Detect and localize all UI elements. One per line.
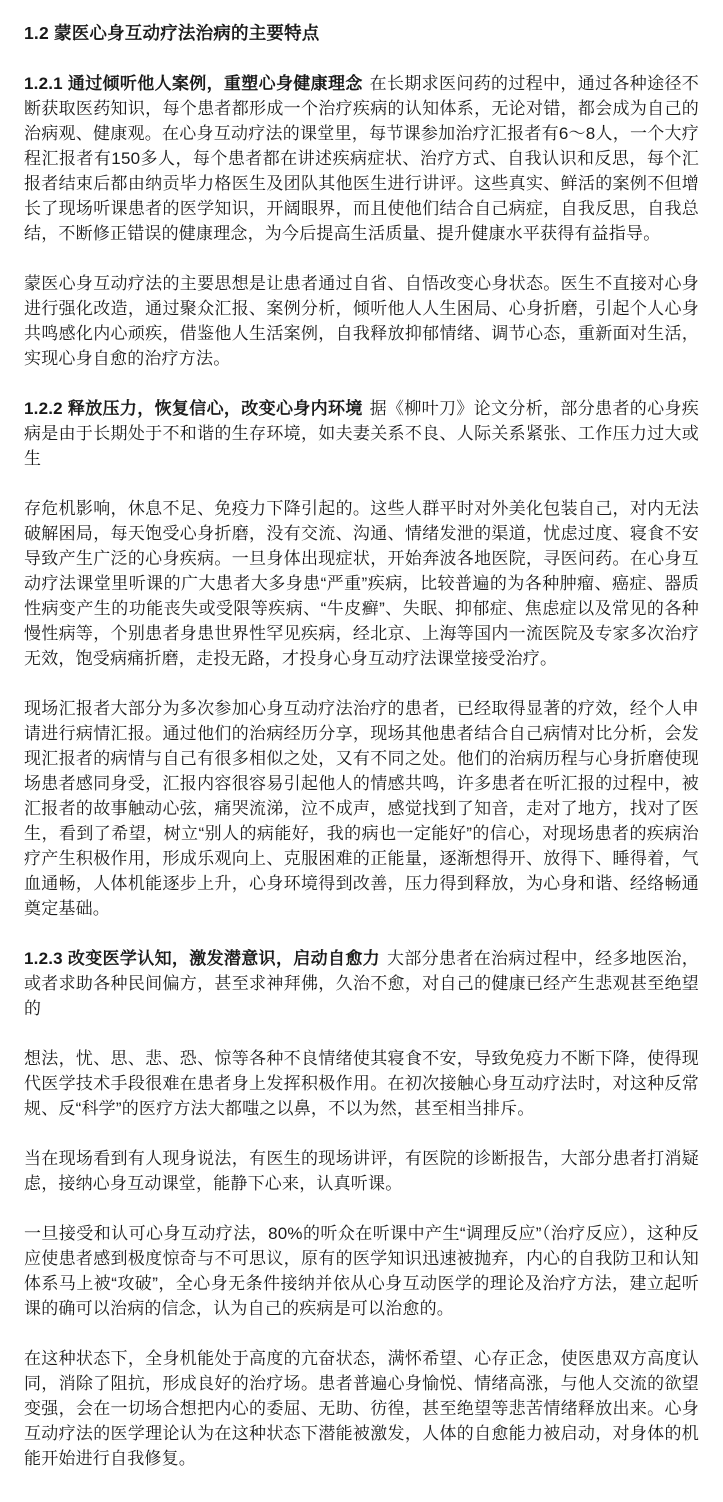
paragraph-text: 现场汇报者大部分为多次参加心身互动疗法治疗的患者，已经取得显著的疗效，经个人申请进行病情汇报。通过他们的治病经历分享，现场其他患者结合自己病情对比分析，会发现汇报者的病情与自己有很多相似之处，又有不同之处。他们的治病历程与心身折磨使现场患者感同身受，汇报内容很容易引起他人的情感共鸣，许多患者在听汇报的过程中，被汇报者的故事触动心弦，痛哭流涕，泣不成声，感觉找到了知音，走对了地方，找对了医生，看到了希望，树立“别人的病能好，我的病也一定能好”的信心，对现场患者的疾病治疗产生积极作用，形成乐观向上、克服困难的正能量，逐渐想得开、放得下、睡得着，气血通畅，人体机能逐步上升，心身环境得到改善，压力得到释放，为心身和谐、经络畅通奠定基础。	[24, 699, 699, 918]
section-title-1-2-1: 1.2.1 通过倾听他人案例，重塑心身健康理念	[24, 74, 363, 93]
section-heading-1-2: 1.2 蒙医心身互动疗法治病的主要特点	[24, 23, 320, 43]
paragraph-text: 想法，忧、思、悲、恐、惊等各种不良情绪使其寝食不安，导致免疫力不断下降，使得现代医学技术手段很难在患者身上发挥积极作用。在初次接触心身互动疗法时，对这种反常规、反“科学”的医疗方法大都嗤之以鼻，不以为然，甚至相当排斥。	[24, 1049, 699, 1118]
paragraph-1-2-3	[24, 946, 699, 1021]
paragraph	[24, 496, 699, 671]
paragraph-1-2-1	[24, 71, 699, 246]
paragraph	[24, 696, 699, 921]
paragraph-text: 一旦接受和认可心身互动疗法，80%的听众在听课中产生“调理反应”（治疗反应），这种反应使患者感到极度惊奇与不可思议，原有的医学知识迅速被抛弃，内心的自我防卫和认知体系马上被“攻破”，全心身无条件接纳并依从心身互动医学的理论及治疗方法，建立起听课的确可以治病的信念，认为自己的疾病是可以治愈的。	[24, 1224, 699, 1318]
paragraph-text: 在这种状态下，全身机能处于高度的亢奋状态，满怀希望、心存正念，使医患双方高度认同，消除了阻抗，形成良好的治疗场。患者普遍心身愉悦、情绪高涨，与他人交流的欲望变强，会在一切场合想把内心的委屈、无助、彷徨，甚至绝望等悲苦情绪释放出来。心身互动疗法的医学理论认为在这种状态下潜能被激发，人体的自愈能力被启动，对身体的机能开始进行自我修复。	[24, 1349, 699, 1468]
paragraph-1-2-2	[24, 396, 699, 471]
paragraph	[24, 1146, 699, 1196]
paragraph	[24, 1346, 699, 1471]
paragraph-text: 存危机影响，休息不足、免疫力下降引起的。这些人群平时对外美化包装自己，对内无法破解困局，每天饱受心身折磨，没有交流、沟通、情绪发泄的渠道，忧虑过度、寝食不安导致产生广泛的心身疾病。一旦身体出现症状，开始奔波各地医院，寻医问药。在心身互动疗法课堂里听课的广大患者大多身患“严重”疾病，比较普遍的为各种肿瘤、癌症、器质性病变产生的功能丧失或受限等疾病、“牛皮癣”、失眠、抑郁症、焦虑症以及常见的各种慢性病等，个别患者身患世界性罕见疾病，经北京、上海等国内一流医院及专家多次治疗无效，饱受病痛折磨，走投无路，才投身心身互动疗法课堂接受治疗。	[24, 499, 699, 668]
paragraph-text: 大部分患者在治病过程中，经多地医治，或者求助各种民间偏方，甚至求神拜佛，久治不愈，对自己的健康已经产生悲观甚至绝望的	[24, 949, 699, 1018]
paragraph-text: 在长期求医问药的过程中，通过各种途径不断获取医药知识，每个患者都形成一个治疗疾病的认知体系，无论对错，都会成为自己的治病观、健康观。在心身互动疗法的课堂里，每节课参加治疗汇报者有6～8人，一个大疗程汇报者有150多人，每个患者都在讲述疾病症状、治疗方式、自我认识和反思，每个汇报者结束后都由纳贡毕力格医生及团队其他医生进行讲评。这些真实、鲜活的案例不但增长了现场听课患者的医学知识，开阔眼界，而且使他们结合自己病症，自我反思，自我总结，不断修正错误的健康理念，为今后提高生活质量、提升健康水平获得有益指导。	[24, 74, 699, 243]
paragraph-text: 蒙医心身互动疗法的主要思想是让患者通过自省、自悟改变心身状态。医生不直接对心身进行强化改造，通过聚众汇报、案例分析，倾听他人人生困局、心身折磨，引起个人心身共鸣感化内心顽疾，借鉴他人生活案例，自我释放抑郁情绪、调节心态，重新面对生活，实现心身自愈的治疗方法。	[24, 274, 699, 368]
section-title-1-2-2: 1.2.2 释放压力，恢复信心，改变心身内环境	[24, 399, 363, 418]
paragraph-text: 据《柳叶刀》论文分析，部分患者的心身疾病是由于长期处于不和谐的生存环境，如夫妻关系不良、人际关系紧张、工作压力过大或生	[24, 399, 699, 468]
paragraph-text: 当在现场看到有人现身说法，有医生的现场讲评，有医院的诊断报告，大部分患者打消疑虑，接纳心身互动课堂，能静下心来，认真听课。	[24, 1149, 699, 1193]
paragraph	[24, 1046, 699, 1121]
section-title-1-2-3: 1.2.3 改变医学认知，激发潜意识，启动自愈力	[24, 949, 380, 968]
paragraph	[24, 271, 699, 371]
paragraph	[24, 1221, 699, 1321]
